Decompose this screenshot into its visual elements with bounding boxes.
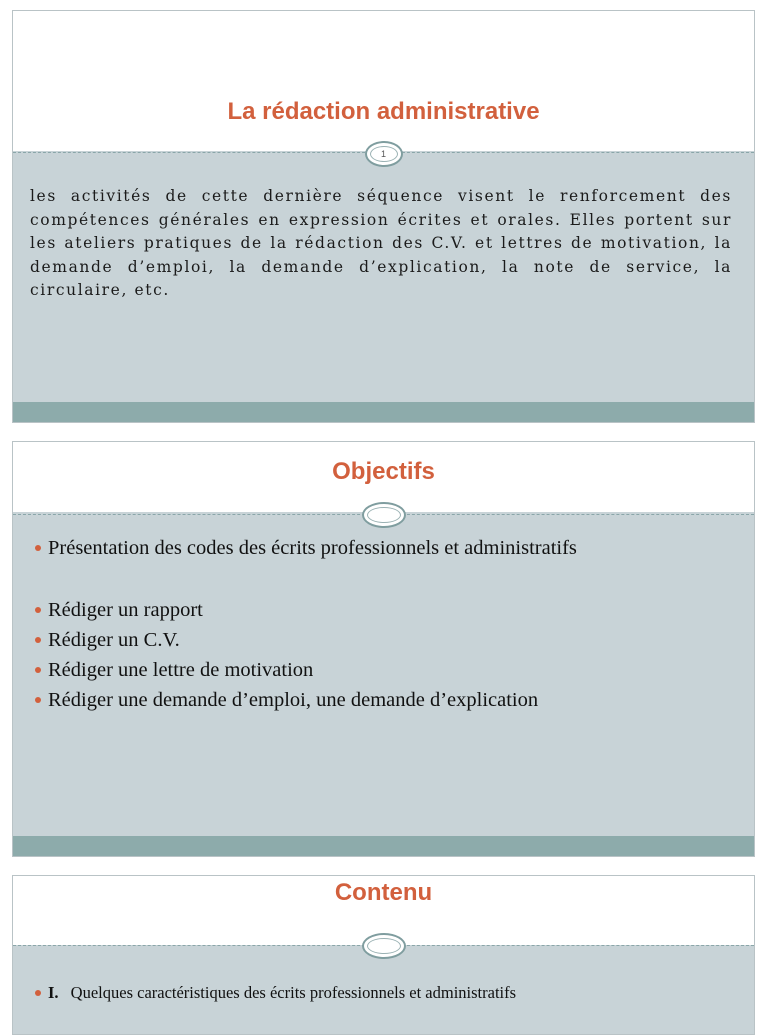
list-item-text: Quelques caractéristiques des écrits professionnels et administratifs xyxy=(70,983,517,1002)
list-item-text: Rédiger une lettre de motivation xyxy=(48,659,314,681)
list-item xyxy=(35,656,744,684)
slide-3-bullet-list xyxy=(35,982,744,1004)
list-item xyxy=(35,982,744,1004)
slide-2-title: Objectifs xyxy=(332,458,435,485)
slide-1-header xyxy=(13,11,754,151)
list-item-text: Rédiger un rapport xyxy=(48,599,203,621)
bullet-icon xyxy=(35,637,41,643)
list-item xyxy=(35,534,744,562)
slide-1-footer-bar xyxy=(13,402,754,422)
list-item xyxy=(35,596,744,624)
bullet-icon xyxy=(35,607,41,613)
list-item-text: Rédiger un C.V. xyxy=(48,629,180,651)
list-item-text: Présentation des codes des écrits professionnels et administratifs xyxy=(48,537,577,559)
slide-number-badge: 1 xyxy=(365,141,403,167)
slide-2-footer-bar xyxy=(13,836,754,856)
slide-3-oval-ornament xyxy=(362,933,406,959)
bullet-icon xyxy=(35,545,41,551)
bullet-icon xyxy=(35,697,41,703)
list-item xyxy=(35,686,744,714)
slide-3-title: Contenu xyxy=(334,879,433,906)
list-item-text: Rédiger une demande d’emploi, une demande d’explication xyxy=(48,689,539,711)
slide-2-bullet-list xyxy=(35,534,744,714)
slide-1-title: La rédaction administrative xyxy=(227,98,540,125)
list-item xyxy=(35,626,744,654)
slide-1 xyxy=(12,10,755,423)
slide-3 xyxy=(12,875,755,1035)
bullet-icon xyxy=(35,667,41,673)
slide-2-oval-ornament xyxy=(362,502,406,528)
list-item-numeral: I. xyxy=(48,983,59,1002)
slide-2 xyxy=(12,441,755,857)
slide-1-body-text: les activités de cette dernière séquence visent le renforcement des compétences générales en expression écrites et orales. Elles portent sur les ateliers pratiques de la rédaction des C.V. et lettres de motivation, la demande d’emploi, la demande d’explication, la note de service, la circulaire, etc. xyxy=(30,187,732,299)
bullet-icon xyxy=(35,990,41,996)
